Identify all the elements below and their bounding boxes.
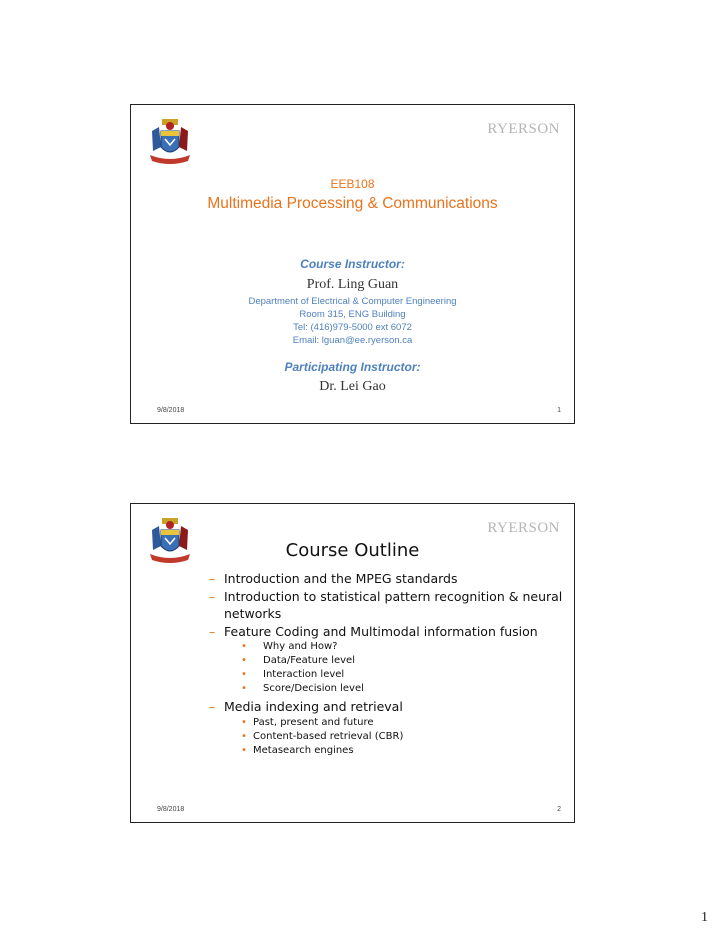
- list-item: – Introduction to statistical pattern recognition & neural networks: [209, 588, 563, 621]
- slide-number: 1: [557, 407, 561, 414]
- list-item: – Introduction and the MPEG standards: [209, 571, 458, 586]
- list-item: – Feature Coding and Multimodal information fusion: [209, 623, 538, 639]
- department: Department of Electrical & Computer Engineering: [248, 296, 457, 307]
- room: Room 315, ENG Building: [299, 309, 406, 320]
- sub-list-item: • Score/Decision level: [241, 683, 364, 694]
- slide-2: [130, 503, 575, 823]
- sub-list-item: • Metasearch engines: [241, 744, 354, 756]
- instructor-heading: Course Instructor:: [300, 257, 405, 271]
- telephone: Tel: (416)979-5000 ext 6072: [293, 322, 412, 333]
- sub-list-item: • Why and How?: [241, 641, 338, 652]
- list-item: – Media indexing and retrieval: [209, 699, 403, 714]
- sub-list-item: • Interaction level: [241, 669, 345, 680]
- course-title: Multimedia Processing & Communications: [207, 195, 498, 212]
- slide-date: 9/8/2018: [157, 806, 185, 813]
- sub-list-item: • Data/Feature level: [241, 655, 355, 666]
- page-number: 1: [701, 910, 708, 925]
- slide-date: 9/8/2018: [157, 407, 185, 414]
- crest-logo-icon: [147, 117, 193, 165]
- slide-number: 2: [557, 806, 561, 813]
- slide-title: Course Outline: [285, 540, 420, 561]
- email: Email: lguan@ee.ryerson.ca: [292, 335, 413, 346]
- course-code: EEB108: [330, 177, 375, 191]
- participating-name: Dr. Lei Gao: [319, 379, 386, 394]
- brand-wordmark: RYERSON: [487, 121, 560, 137]
- sub-list-item: • Content-based retrieval (CBR): [241, 730, 404, 742]
- outline-list: [209, 570, 569, 760]
- sub-list: [209, 640, 569, 696]
- slide-1: [130, 104, 575, 424]
- brand-wordmark: RYERSON: [487, 520, 560, 536]
- participating-heading: Participating Instructor:: [284, 360, 421, 374]
- instructor-name: Prof. Ling Guan: [306, 277, 399, 292]
- sub-list: [209, 716, 569, 758]
- sub-list-item: • Past, present and future: [241, 716, 374, 728]
